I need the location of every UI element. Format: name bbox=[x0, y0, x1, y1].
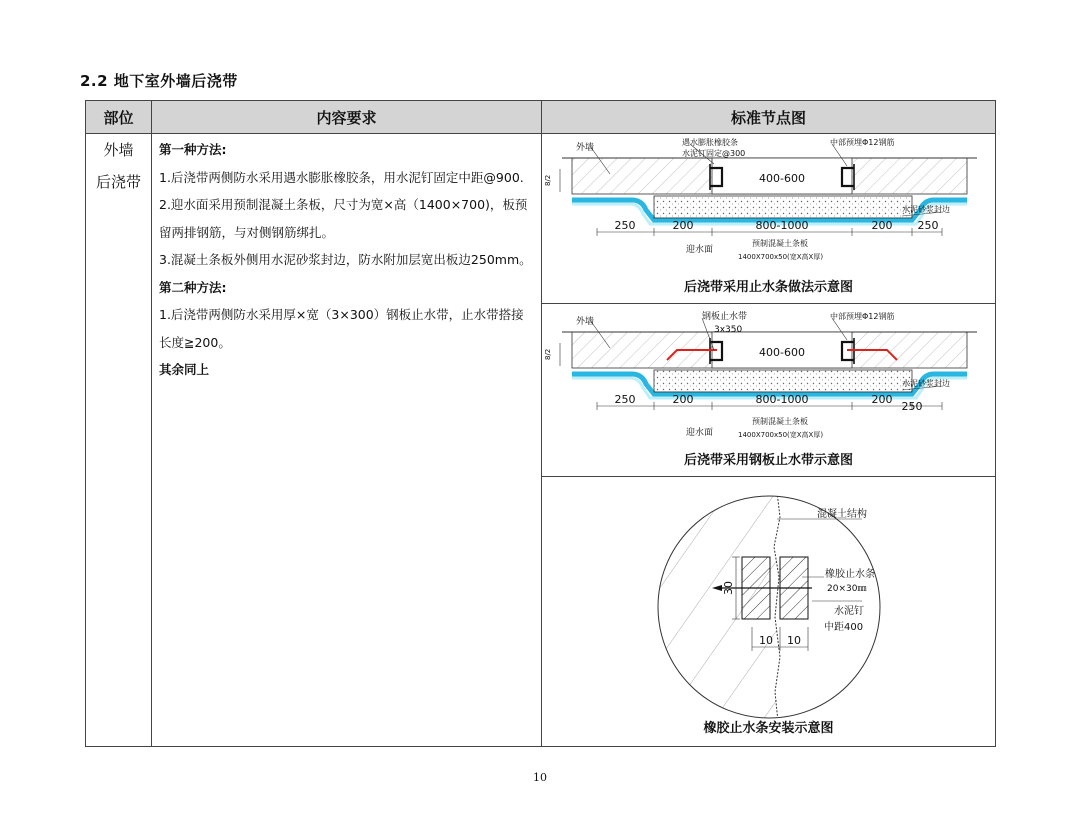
fig1-panel-label: 预制混凝土条板 bbox=[752, 239, 808, 248]
fig1-nail-label: 水泥钉固定@300 bbox=[682, 149, 746, 158]
method2-title: 第二种方法: bbox=[159, 279, 227, 295]
page-number: 10 bbox=[533, 771, 547, 784]
method1-item-1: 1.后浇带两侧防水采用遇水膨胀橡胶条，用水泥钉固定中距@900. bbox=[159, 169, 524, 185]
figure-3-caption: 橡胶止水条安装示意图 bbox=[703, 721, 834, 736]
figure-2 bbox=[542, 304, 995, 477]
fig1-dim-250a: 250 bbox=[614, 219, 636, 232]
fig1-rebar-label: 中部预埋Φ12钢筋 bbox=[830, 138, 895, 147]
figure-1-caption: 后浇带采用止水条做法示意图 bbox=[683, 280, 853, 295]
fig2-dim-mid: 800-1000 bbox=[755, 393, 809, 406]
fig2-panel-size: 1400X700x50(宽X高X厚) bbox=[738, 431, 824, 439]
fig2-gap-label: 400-600 bbox=[759, 346, 805, 359]
precast-panel bbox=[654, 196, 912, 218]
fig1-panel-size: 1400X700x50(宽X高X厚) bbox=[738, 253, 824, 261]
figure-3 bbox=[542, 477, 995, 746]
header-figure: 标准节点图 bbox=[542, 101, 996, 134]
header-part: 部位 bbox=[86, 101, 152, 134]
figure-2-caption: 后浇带采用钢板止水带示意图 bbox=[683, 453, 853, 468]
method1-item-2: 2.迎水面采用预制混凝土条板，尺寸为宽×高（1400×700)，板预留两排钢筋，与对侧钢筋绑扎。 bbox=[159, 197, 528, 240]
fig3-dim-10a: 10 bbox=[759, 634, 773, 647]
fig3-concrete-label: 混凝土结构 bbox=[817, 509, 867, 520]
section-title: 2.2 地下室外墙后浇带 bbox=[80, 72, 238, 90]
fig2-plate-size: 3x350 bbox=[714, 325, 743, 335]
part-label-line2: 后浇带 bbox=[95, 173, 141, 191]
fig1-dim-250b: 250 bbox=[917, 219, 939, 232]
table-header-row bbox=[86, 101, 996, 134]
fig2-rebar-label: 中部预埋Φ12钢筋 bbox=[830, 312, 895, 321]
fig1-dim-v: 8/2 bbox=[544, 174, 552, 186]
part-cell bbox=[86, 134, 152, 747]
fig1-water-label: 迎水面 bbox=[686, 245, 714, 255]
fig2-plate-label: 钢板止水带 bbox=[702, 312, 748, 322]
fig2-seal-label: 水泥砂浆封边 bbox=[902, 379, 950, 388]
fig2-dim-200a: 200 bbox=[672, 393, 694, 406]
fig1-seal-label: 水泥砂浆封边 bbox=[902, 205, 950, 214]
fig3-nail-label: 水泥钉 bbox=[834, 606, 864, 617]
table-row bbox=[86, 134, 996, 747]
part-label-line1: 外墙 bbox=[103, 141, 134, 159]
fig1-dim-200b: 200 bbox=[871, 219, 893, 232]
method1-item-3: 3.混凝土条板外侧用水泥砂浆封边，防水附加层宽出板边250mm。 bbox=[159, 252, 532, 267]
figure-1 bbox=[542, 134, 995, 304]
fig2-dim-200b: 200 bbox=[871, 393, 893, 406]
figure-cell bbox=[542, 134, 996, 747]
method2-item-1: 1.后浇带两侧防水采用厚×宽（3×300）钢板止水带，止水带搭接长度≧200。 bbox=[159, 307, 524, 350]
fig2-panel-label: 预制混凝土条板 bbox=[752, 417, 808, 426]
fig1-strip-label: 遇水膨胀橡胶条 bbox=[682, 138, 738, 147]
fig3-dim-30: 30 bbox=[722, 581, 735, 595]
fig1-wall-label: 外墙 bbox=[576, 143, 595, 153]
method1-title: 第一种方法: bbox=[159, 142, 227, 157]
fig2-dim-v: 8/2 bbox=[544, 348, 552, 360]
fig1-dim-200a: 200 bbox=[672, 219, 694, 232]
fig2-wall-label: 外墙 bbox=[576, 317, 595, 327]
fig2-dim-250b: 250 bbox=[901, 400, 923, 413]
fig3-dim-10b: 10 bbox=[787, 634, 801, 647]
spec-table bbox=[85, 100, 996, 747]
rest-same: 其余同上 bbox=[159, 362, 210, 377]
fig2-dim-250a: 250 bbox=[614, 393, 636, 406]
header-content: 内容要求 bbox=[152, 101, 542, 134]
figure-3-drawing bbox=[542, 477, 995, 746]
precast-panel bbox=[654, 370, 912, 392]
fig3-strip-label: 橡胶止水条 bbox=[825, 569, 875, 580]
fig1-gap-label: 400-600 bbox=[759, 172, 805, 185]
fig3-strip-size: 20×30㎜ bbox=[827, 584, 867, 594]
fig3-spacing-label: 中距400 bbox=[824, 622, 864, 633]
fig2-water-label: 迎水面 bbox=[686, 428, 714, 438]
fig1-dim-mid: 800-1000 bbox=[755, 219, 809, 232]
content-cell bbox=[152, 134, 542, 747]
